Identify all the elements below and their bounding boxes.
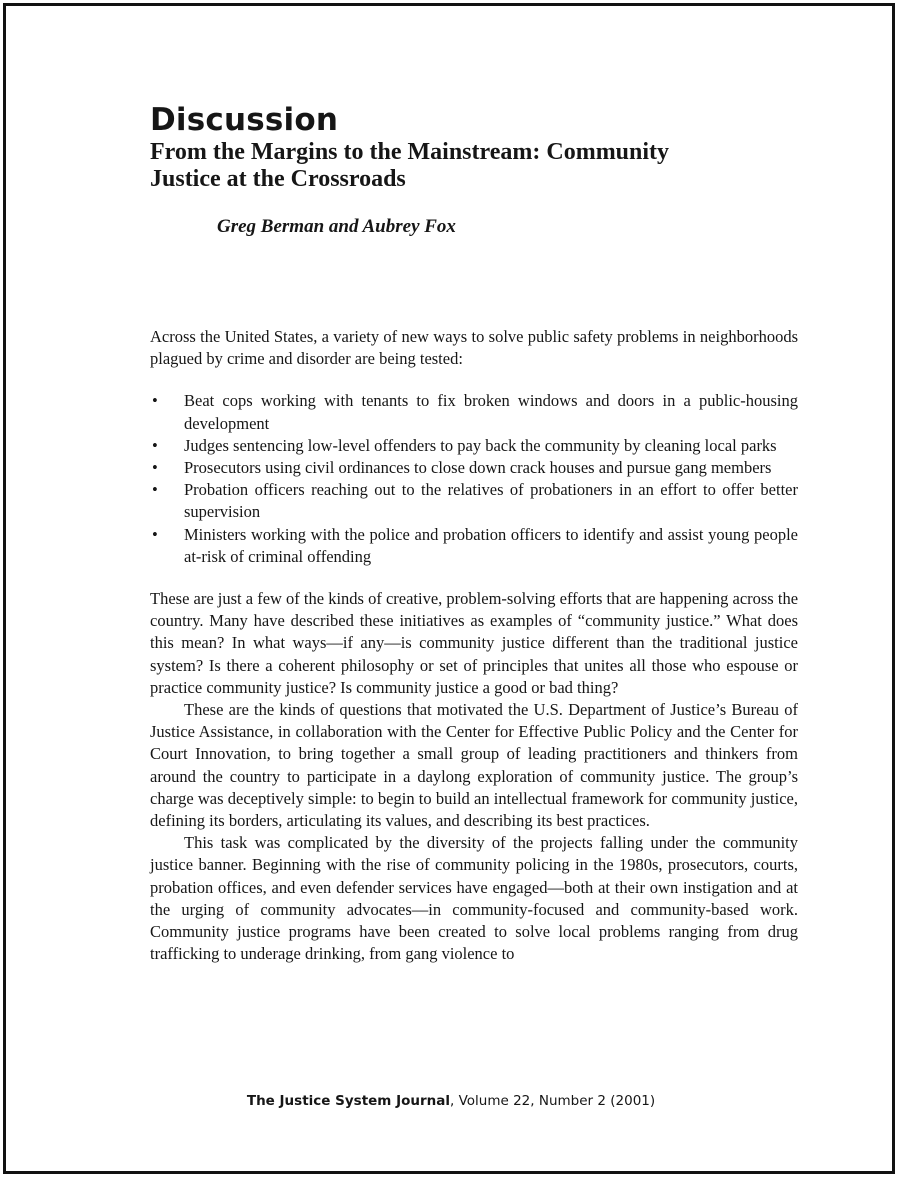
journal-issue: , Volume 22, Number 2 (2001) [450, 1093, 656, 1109]
bullet-text: Prosecutors using civil ordinances to close down crack houses and pursue gang members [184, 458, 772, 478]
article-title [150, 139, 798, 193]
body-paragraph: This task was complicated by the diversity of the projects falling under the community justice banner. Beginning with the rise of community policing in the 1980s, prosecutors, courts, probation offices, and even defender services have engaged—both at their own instigation and at the urging of community advocates—in community-focused and community-based work. Community justice programs have been created to solve local problems ranging from drug trafficking to underage drinking, from gang violence to [150, 833, 798, 964]
bullet-text: Beat cops working with tenants to fix broken windows and doors in a public-housing development [184, 391, 798, 433]
bullet-icon: • [152, 524, 158, 544]
article-title-line-1: From the Margins to the Mainstream: Community [150, 139, 670, 165]
bullet-text: Probation officers reaching out to the relatives of probationers in an effort to offer better supervision [184, 480, 798, 522]
body-paragraph: These are the kinds of questions that motivated the U.S. Department of Justice’s Bureau of Justice Assistance, in collaboration with the Center for Effective Public Policy and the Center for Court Innovation, to bring together a small group of leading practitioners and thinkers from around the country to participate in a daylong exploration of community justice. The group’s charge was deceptively simple: to begin to build an intellectual framework for community justice, defining its borders, articulating its values, and describing its best practices. [150, 700, 798, 831]
body-paragraph: These are just a few of the kinds of creative, problem-solving efforts that are happening across the country. Many have described these initiatives as examples of “community justice.” What does this mean? In what ways—if any—is community justice different than the traditional justice system? Is there a coherent philosophy or set of principles that unites all those who espouse or practice community justice? Is community justice a good or bad thing? [150, 589, 799, 697]
bullet-text: Judges sentencing low-level offenders to pay back the community by cleaning local parks [184, 435, 777, 455]
article-authors: Greg Berman and Aubrey Fox [217, 216, 456, 237]
journal-name: The Justice System Journal [246, 1093, 450, 1109]
bullet-text: Ministers working with the police and probation officers to identify and assist young people at-risk of criminal offending [184, 524, 798, 566]
bullet-item [150, 390, 798, 434]
bullet-item [150, 435, 798, 457]
article-title-line-2: Justice at the Crossroads [150, 166, 406, 192]
bullet-item [150, 524, 798, 568]
bullet-icon: • [152, 435, 158, 455]
page-footer [0, 1093, 902, 1109]
bullet-icon: • [152, 458, 158, 478]
bullet-icon: • [152, 391, 158, 411]
bullet-list [150, 390, 798, 568]
article-content [150, 102, 798, 965]
intro-paragraph: Across the United States, a variety of new ways to solve public safety problems in neighborhoods plagued by crime and disorder are being tested: [150, 327, 798, 369]
section-kicker: Discussion [150, 102, 339, 138]
bullet-item [150, 457, 798, 479]
bullet-icon: • [152, 480, 158, 500]
bullet-item [150, 479, 798, 523]
